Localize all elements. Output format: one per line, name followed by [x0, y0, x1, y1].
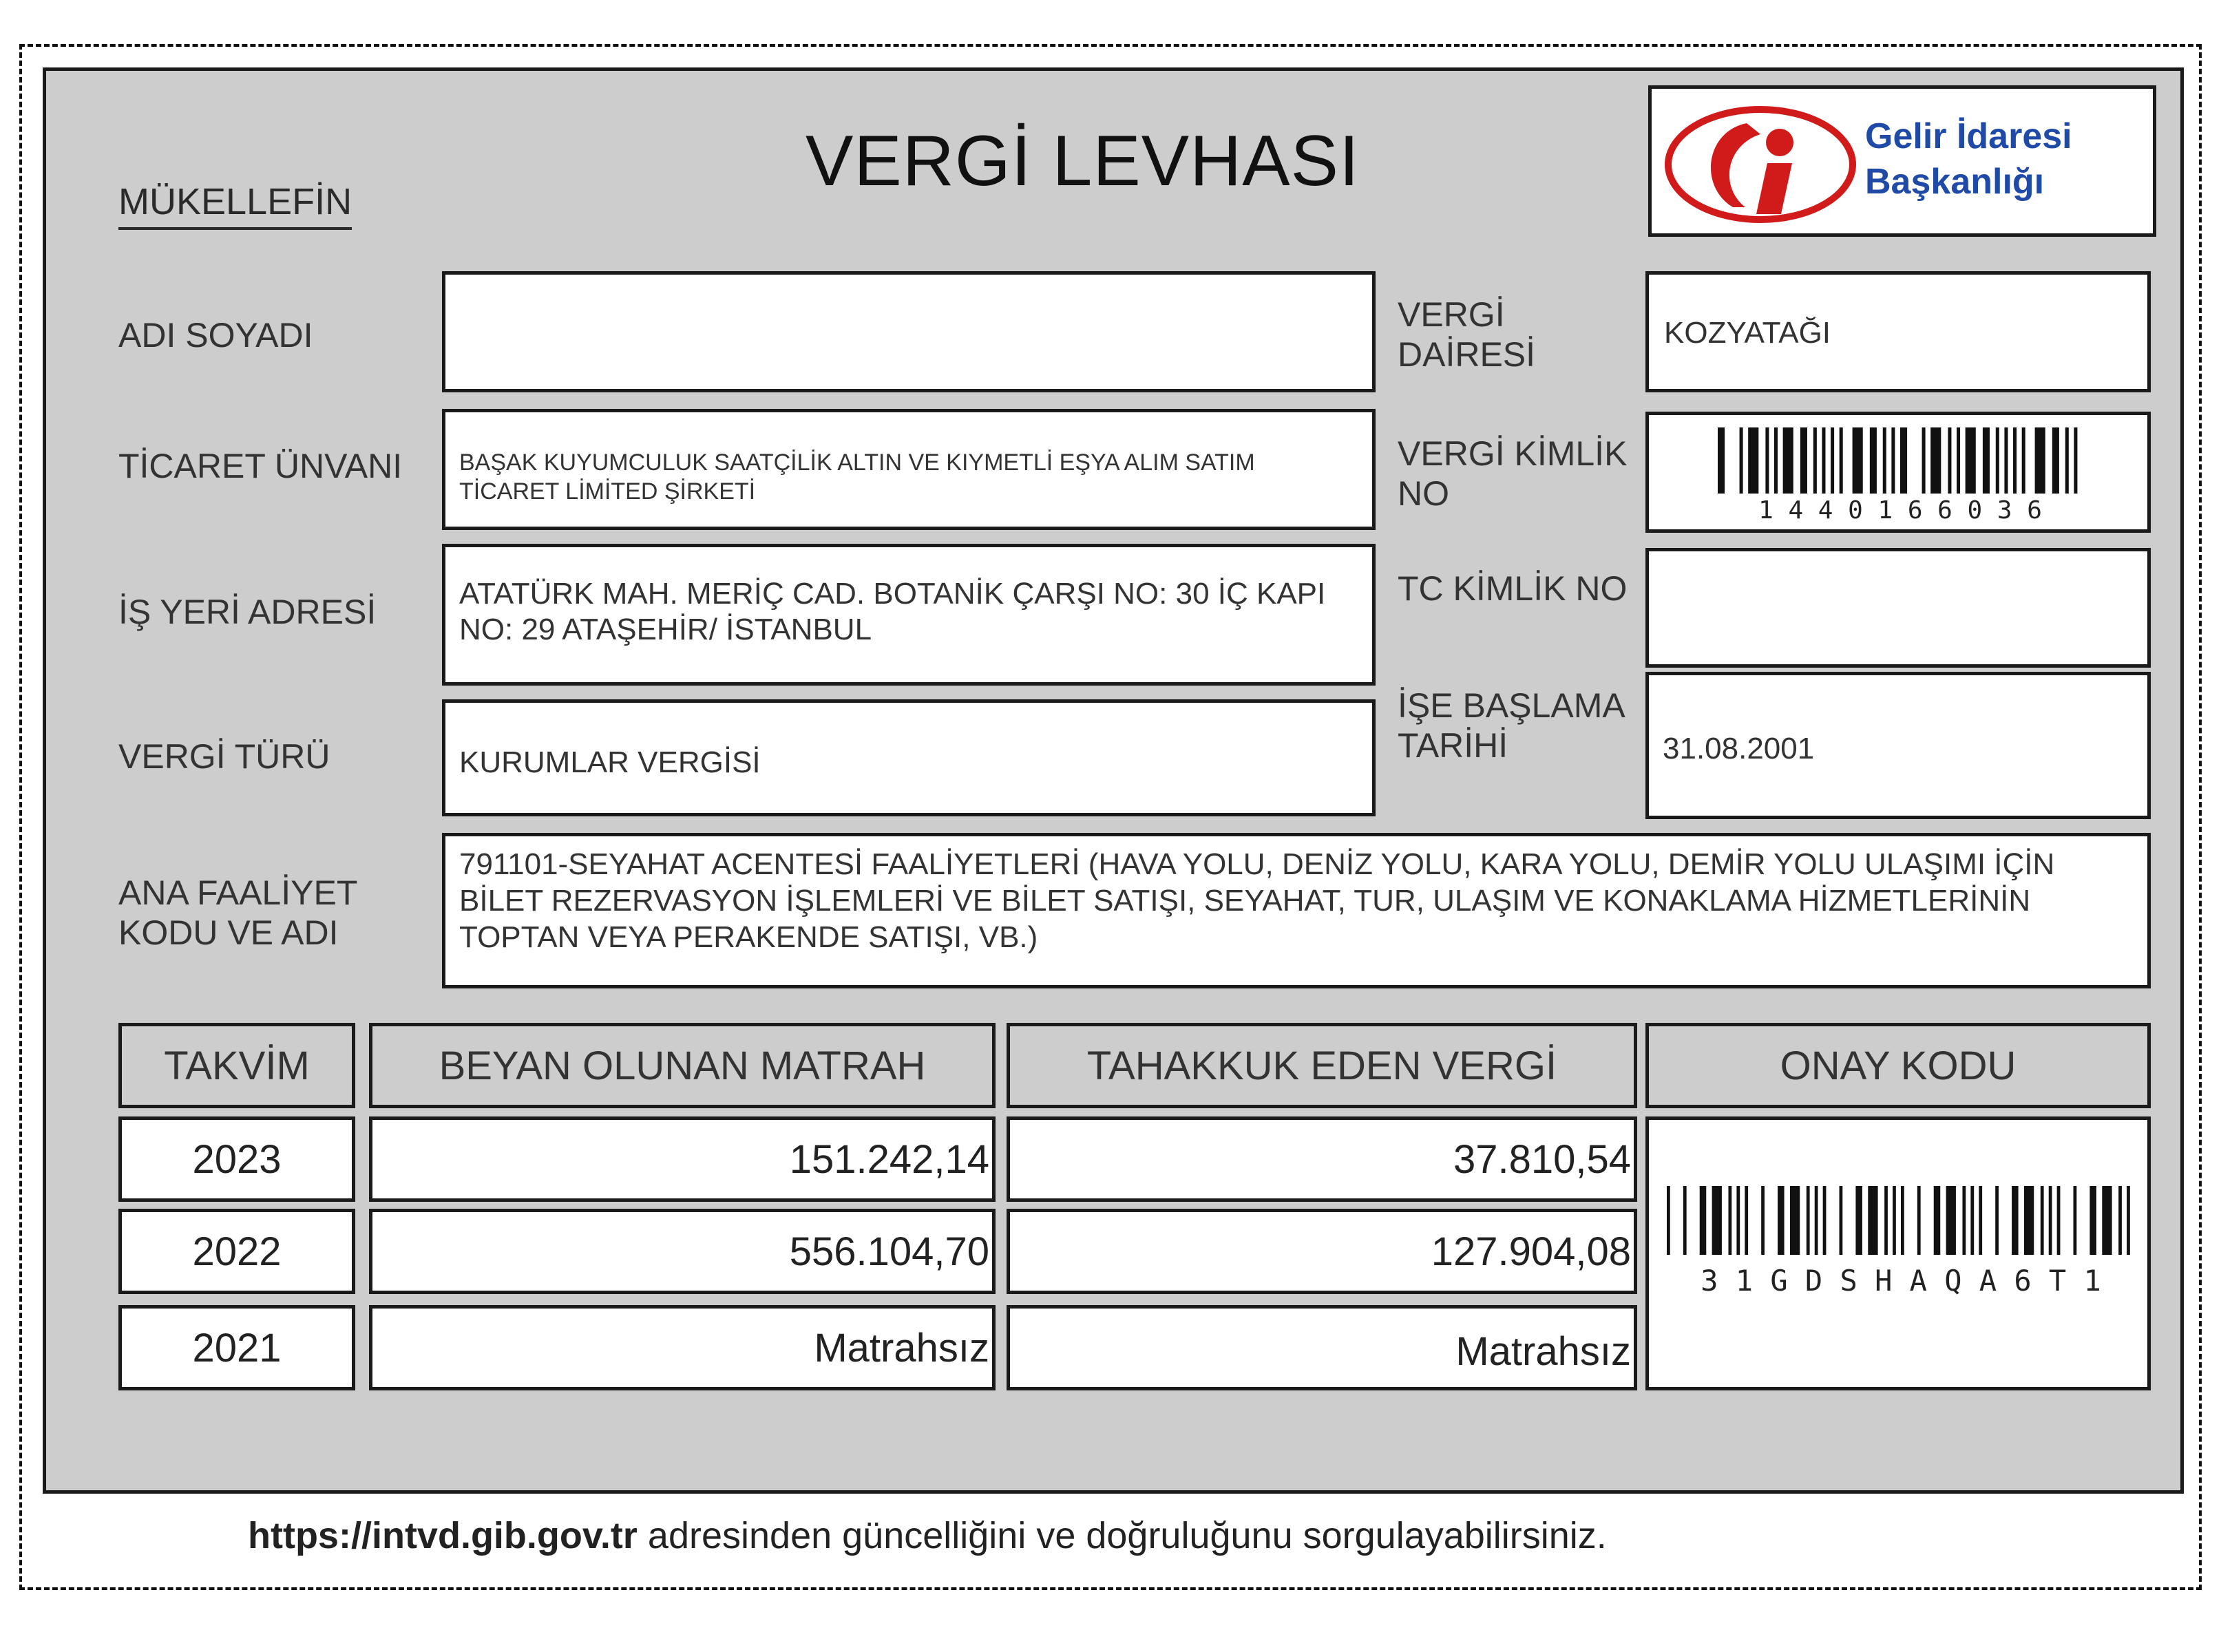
- logo-line-1: Gelir İdaresi: [1865, 116, 2072, 156]
- barcode-bar: [1718, 427, 1725, 494]
- field-ise-baslama: [1645, 672, 2151, 819]
- table-cell-vergi: 37.810,54: [1007, 1116, 1637, 1202]
- label-ana-faaliyet-line2: KODU VE ADI: [118, 913, 339, 952]
- table-cell-onay-kodu: [1645, 1116, 2151, 1390]
- table-cell-vergi: 127.904,08: [1007, 1209, 1637, 1294]
- barcode-bar: [1930, 427, 1941, 494]
- barcode-bar: [2041, 1186, 2044, 1255]
- barcode-bar: [1831, 427, 1834, 494]
- barcode-bar: [1901, 1186, 1904, 1255]
- field-ticaret-unvani: [442, 409, 1376, 530]
- value-vergi-turu: KURUMLAR VERGİSİ: [459, 745, 761, 779]
- barcode-bar: [1970, 1186, 1974, 1255]
- barcode-bar: [1783, 427, 1793, 494]
- label-ticaret-unvani: TİCARET ÜNVANI: [118, 447, 403, 485]
- barcode-bar: [2065, 427, 2069, 494]
- barcode-bar: [1893, 1186, 1896, 1255]
- barcode-bar: [1748, 427, 1758, 494]
- barcode-bar: [2013, 427, 2017, 494]
- barcode-bar: [1966, 427, 1976, 494]
- document-title: VERGİ LEVHASI: [806, 121, 1360, 201]
- value-ticaret-unvani: [459, 448, 1255, 506]
- label-tc-kimlik: TC KİMLİK NO: [1398, 569, 1628, 608]
- field-vergi-kimlik: [1645, 412, 2151, 533]
- barcode-text: 1 4 4 0 1 6 6 0 3 6: [1758, 496, 2042, 524]
- barcode-bar: [1761, 1186, 1765, 1255]
- barcode-bars: [1667, 1186, 2130, 1255]
- gib-logo: [1648, 85, 2156, 237]
- barcode-bar: [1840, 427, 1843, 494]
- table-cell-takvim: 2021: [118, 1305, 355, 1390]
- barcode-bar: [2012, 1186, 2019, 1255]
- value-adres-line1: ATATÜRK MAH. MERİÇ CAD. BOTANİK ÇARŞI NO: 30 İÇ KAPI: [459, 577, 1326, 611]
- label-ana-faaliyet: [118, 873, 357, 953]
- field-tc-kimlik: [1645, 548, 2151, 668]
- barcode-bar: [1934, 1186, 1941, 1255]
- value-vergi-dairesi: KOZYATAĞI: [1664, 316, 1831, 350]
- barcode-bar: [1774, 427, 1778, 494]
- barcode-bar: [1813, 427, 1817, 494]
- value-ana-faaliyet: [459, 846, 2054, 955]
- table-cell-matrah: Matrahsız: [369, 1305, 996, 1390]
- barcode-bar: [1983, 427, 1990, 494]
- barcode-bar: [1728, 1186, 1731, 1255]
- barcode-bar: [1870, 427, 1877, 494]
- barcode-bar: [1962, 1186, 1966, 1255]
- barcode-text: 3 1 G D S H A Q A 6 T 1: [1701, 1264, 2101, 1296]
- value-faaliyet-line1: 791101-SEYAHAT ACENTESİ FAALİYETLERİ (HAVA YOLU, DENİZ YOLU, KARA YOLU, DEMİR YOLU ULAŞIMI İÇİN: [459, 847, 2055, 881]
- barcode-bar: [1807, 1186, 1810, 1255]
- label-is-yeri-adresi: İŞ YERİ ADRESİ: [118, 593, 377, 631]
- barcode-bar: [2127, 1186, 2130, 1255]
- onay-kodu-barcode: [1667, 1186, 2135, 1296]
- barcode-bar: [1979, 1186, 1982, 1255]
- gib-emblem-icon: [1664, 104, 1857, 225]
- label-vergi-kimlik: [1398, 434, 1627, 513]
- barcode-bar: [1822, 427, 1825, 494]
- barcode-bar: [2090, 1186, 2096, 1255]
- field-adi-soyadi: [442, 271, 1376, 392]
- label-adi-soyadi: ADI SOYADI: [118, 316, 313, 354]
- barcode-bar: [1946, 1186, 1956, 1255]
- barcode-bar: [1823, 1186, 1827, 1255]
- barcode-bar: [1790, 1186, 1800, 1255]
- table-cell-matrah: 151.242,14: [369, 1116, 996, 1202]
- barcode-bar: [1996, 427, 1999, 494]
- label-vergi-kimlik-line2: NO: [1398, 474, 1449, 513]
- barcode-bar: [1815, 1186, 1818, 1255]
- barcode-bar: [1800, 427, 1807, 494]
- barcode-bar: [1948, 427, 1951, 494]
- value-is-yeri-adresi: [459, 576, 1325, 648]
- barcode-bar: [1712, 1186, 1722, 1255]
- barcode-bar: [1868, 1186, 1877, 1255]
- barcode-bar: [1683, 1186, 1687, 1255]
- barcode-bar: [1917, 1186, 1921, 1255]
- field-vergi-turu: [442, 699, 1376, 816]
- table-cell-takvim: 2023: [118, 1116, 355, 1202]
- barcode-bar: [1900, 427, 1907, 494]
- logo-line-2: Başkanlığı: [1865, 162, 2045, 202]
- barcode-bar: [2004, 427, 2008, 494]
- barcode-bar: [2074, 427, 2077, 494]
- label-ana-faaliyet-line1: ANA FAALİYET: [118, 873, 358, 912]
- barcode-bar: [1995, 1186, 1999, 1255]
- value-adres-line2: NO: 29 ATAŞEHİR/ İSTANBUL: [459, 613, 872, 646]
- label-vergi-dairesi-line2: DAİRESİ: [1398, 335, 1536, 374]
- field-ana-faaliyet: [442, 833, 2151, 988]
- label-ise-baslama: [1398, 686, 1625, 765]
- table-cell-matrah: 556.104,70: [369, 1209, 996, 1294]
- barcode-bar: [2022, 427, 2025, 494]
- footer-note: [248, 1514, 1607, 1557]
- table-header-takvim: TAKVİM: [118, 1023, 355, 1108]
- barcode-bar: [1765, 427, 1769, 494]
- table-cell-vergi: Matrahsız: [1007, 1305, 1637, 1390]
- barcode-bar: [1957, 427, 1960, 494]
- value-ticaret-unvani-line1: BAŞAK KUYUMCULUK SAATÇİLİK ALTIN VE KIYMETLİ EŞYA ALIM SATIM: [459, 449, 1255, 476]
- barcode-bar: [1922, 427, 1926, 494]
- section-label: MÜKELLEFİN: [118, 180, 352, 230]
- label-vergi-turu: VERGİ TÜRÜ: [118, 737, 330, 776]
- value-faaliyet-line2: BİLET REZERVASYON İŞLEMLERİ VE BİLET SATIŞI, SEYAHAT, TUR, ULAŞIM VE KONAKLAMA HİZMETLERİNİN: [459, 884, 2031, 918]
- barcode-bar: [1745, 1186, 1748, 1255]
- barcode-bar: [1884, 1186, 1888, 1255]
- vergi-kimlik-barcode: [1718, 427, 2083, 524]
- barcode-bar: [1855, 1186, 1862, 1255]
- barcode-bar: [1736, 1186, 1740, 1255]
- barcode-bar: [1740, 427, 1743, 494]
- label-ise-baslama-line2: TARİHİ: [1398, 726, 1508, 765]
- barcode-bar: [2035, 427, 2045, 494]
- footer-text: adresinden güncelliğini ve doğruluğunu sorgulayabilirsiniz.: [637, 1515, 1607, 1556]
- barcode-bar: [2074, 1186, 2077, 1255]
- footer-url[interactable]: https://intvd.gib.gov.tr: [248, 1515, 638, 1556]
- value-ticaret-unvani-line2: TİCARET LİMİTED ŞİRKETİ: [459, 478, 756, 505]
- barcode-bar: [1840, 1186, 1843, 1255]
- barcode-bar: [1700, 1186, 1707, 1255]
- gib-logo-text: [1865, 114, 2072, 204]
- label-vergi-dairesi: [1398, 295, 1535, 374]
- table-header-onay-kodu: ONAY KODU: [1645, 1023, 2151, 1108]
- barcode-bar: [1891, 427, 1895, 494]
- field-is-yeri-adresi: [442, 544, 1376, 686]
- barcode-bar: [2024, 1186, 2034, 1255]
- barcode-bars: [1718, 427, 2077, 494]
- table-cell-takvim: 2022: [118, 1209, 355, 1294]
- value-ise-baslama: 31.08.2001: [1663, 732, 1815, 765]
- barcode-bar: [2057, 1186, 2061, 1255]
- barcode-bar: [2118, 1186, 2122, 1255]
- field-vergi-dairesi: [1645, 271, 2151, 392]
- barcode-bar: [1778, 1186, 1785, 1255]
- barcode-bar: [2102, 1186, 2112, 1255]
- value-faaliyet-line3: TOPTAN VEYA PERAKENDE SATIŞI, VB.): [459, 920, 1038, 954]
- barcode-bar: [1853, 427, 1863, 494]
- label-vergi-dairesi-line1: VERGİ: [1398, 295, 1505, 334]
- label-vergi-kimlik-line1: VERGİ KİMLİK: [1398, 434, 1628, 473]
- barcode-bar: [1883, 427, 1886, 494]
- table-header-matrah: BEYAN OLUNAN MATRAH: [369, 1023, 996, 1108]
- barcode-bar: [2052, 427, 2059, 494]
- table-header-vergi: TAHAKKUK EDEN VERGİ: [1007, 1023, 1637, 1108]
- barcode-bar: [2049, 1186, 2052, 1255]
- barcode-bar: [1667, 1186, 1670, 1255]
- label-ise-baslama-line1: İŞE BAŞLAMA: [1398, 686, 1625, 725]
